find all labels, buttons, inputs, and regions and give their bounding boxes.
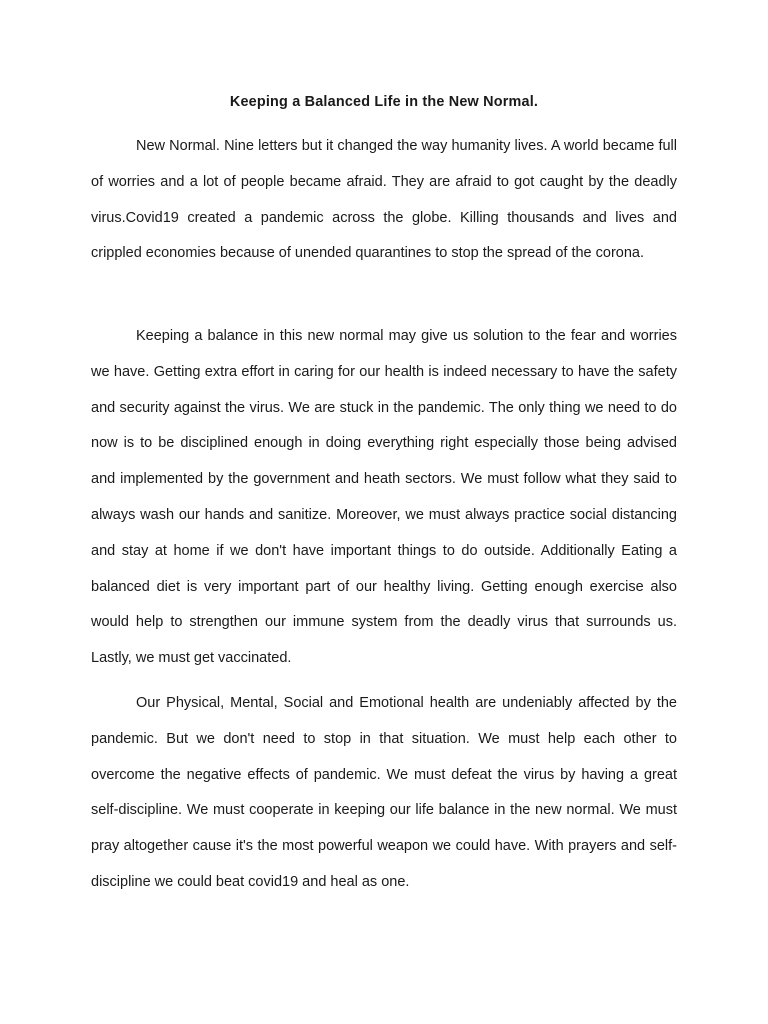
document-title: Keeping a Balanced Life in the New Normal. bbox=[229, 94, 539, 110]
paragraph-1: New Normal. Nine letters but it changed the way humanity lives. A world became full of worries and a lot of people became afraid. They are afraid to got caught by the deadly virus.Covid19 created a pandemic across the globe. Killing thousands and lives and crippled economies because of unended quarantines to stop the spread of the corona. bbox=[91, 138, 677, 262]
paragraph-2: Keeping a balance in this new normal may give us solution to the fear and worries we have. Getting extra effort in caring for our health is indeed necessary to have the safety and security against the virus. We are stuck in the pandemic. The only thing we need to do now is to be disciplined enough in doing everything right especially those being advised and implemented by the government and heath sectors. We must follow what they said to always wash our hands and sanitize. Moreover, we must always practice social distancing and stay at home if we don't have important things to do outside. Additionally Eating a balanced diet is very important part of our healthy living. Getting enough exercise also would help to strengthen our immune system from the deadly virus that surrounds us. Lastly, we must get vaccinated. bbox=[91, 328, 677, 667]
paragraph-3: Our Physical, Mental, Social and Emotional health are undeniably affected by the pandemic. But we don't need to stop in that situation. We must help each other to overcome the negative effects of pandemic. We must defeat the virus by having a great self-discipline. We must cooperate in keeping our life balance in the new normal. We must pray altogether cause it's the most powerful weapon we could have. With prayers and self-discipline we could beat covid19 and heal as one. bbox=[91, 695, 677, 890]
